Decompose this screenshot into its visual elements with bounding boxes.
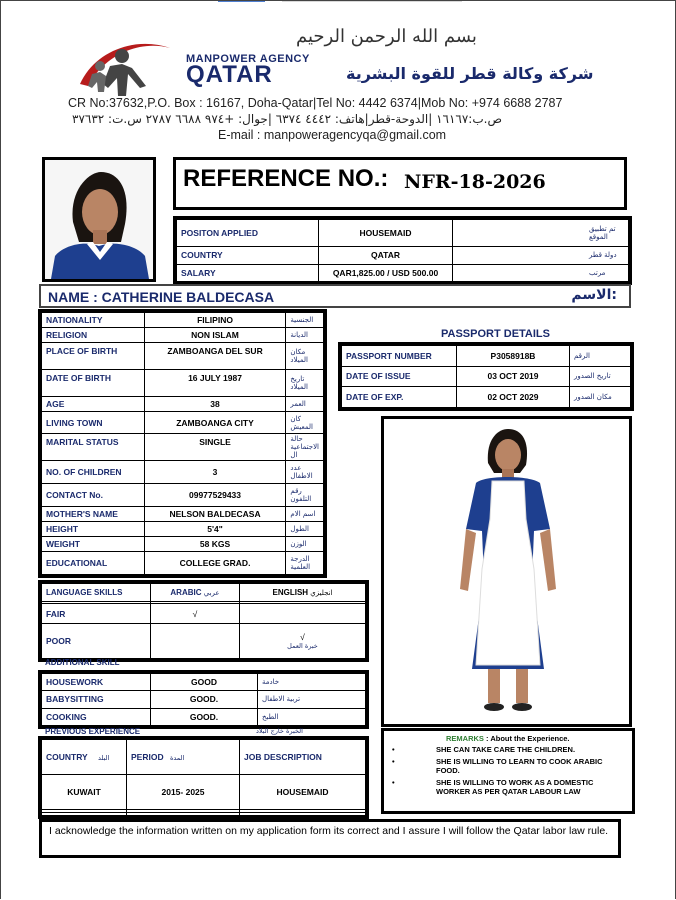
arabic-label: ARABIC (170, 588, 202, 598)
table-cell: P3058918B (457, 346, 570, 367)
table-row (42, 624, 366, 659)
table-cell: الطول (286, 522, 324, 537)
position-table-box (173, 216, 632, 285)
table-row (342, 346, 631, 367)
remarks-title (446, 734, 570, 743)
table-cell: عدد الاطفال (286, 461, 324, 484)
table-cell: 02 OCT 2029 (457, 387, 570, 408)
table-cell: LIVING TOWN (42, 411, 145, 434)
work-experience-ar: خبرة العمل (287, 642, 318, 651)
english-label: ENGLISH (272, 588, 309, 598)
reference-number: NFR-18-2026 (404, 171, 546, 193)
table-cell: NELSON BALDECASA (144, 507, 286, 522)
language-title: LANGUAGE SKILLS (42, 584, 151, 602)
table-cell: MOTHER'S NAME (42, 507, 145, 522)
table-cell: GOOD (151, 674, 258, 691)
table-cell: DATE OF ISSUE (342, 366, 457, 387)
table-row (42, 484, 324, 507)
table-cell: PLACE OF BIRTH (42, 342, 145, 369)
table-cell: الطبخ (258, 708, 366, 725)
table-cell: الديانة (286, 327, 324, 342)
table-cell (42, 812, 127, 815)
contact-line-arabic: ص.ب:١٦١٦٧ |الدوحة-قطر|هاتف: ٤٤٤٢ ٦٣٧٤ |جوال: +٩٧٤ ٦٦٨٨ ٢٧٨٧ س.ت: ٣٧٦٣٢ (72, 112, 502, 126)
table-cell: الدرجة العلمية (286, 551, 324, 574)
table-cell: NON ISLAM (144, 327, 286, 342)
additional-skill-title: ADDITIONAL SKILL (45, 658, 120, 667)
table-cell (240, 624, 366, 659)
acknowledgement-box (39, 819, 621, 858)
table-cell: حالة الاجتماعية ال (286, 434, 324, 461)
table-row (42, 774, 366, 809)
table-cell: كان المعيش (286, 411, 324, 434)
remarks-label-rest: : About the Experience. (486, 734, 570, 743)
reference-label: REFERENCE NO.: (183, 165, 389, 192)
email-line: E-mail : manpoweragencyqa@gmail.com (218, 128, 447, 142)
additional-skill-table (41, 673, 366, 726)
table-row (42, 507, 324, 522)
table-cell: BABYSITTING (42, 691, 151, 708)
table-cell: WEIGHT (42, 537, 145, 552)
table-row (42, 740, 366, 775)
table-cell: COLLEGE GRAD. (144, 551, 286, 574)
agency-line: MANPOWER AGENCY (186, 53, 310, 65)
table-row (42, 584, 366, 602)
experience-box (38, 736, 369, 819)
table-row (42, 313, 324, 328)
table-cell: الوزن (286, 537, 324, 552)
portrait-photo (42, 157, 156, 282)
table-cell: DATE OF EXP. (342, 387, 457, 408)
table-cell: ZAMBOANGA CITY (144, 411, 286, 434)
table-cell: العمر (286, 396, 324, 411)
experience-table (41, 739, 366, 816)
language-table (41, 583, 366, 659)
table-row (42, 342, 324, 369)
list-item: • SHE IS WILLING TO LEARN TO COOK ARABIC FOOD. (392, 757, 626, 775)
table-cell: تم تطبيق الموقع (453, 220, 629, 247)
name-bar (39, 284, 631, 308)
table-row (177, 220, 629, 247)
table-cell: FAIR (42, 604, 151, 624)
table-cell: الجنسية (286, 313, 324, 328)
table-cell: AGE (42, 396, 145, 411)
table-cell: GOOD. (151, 691, 258, 708)
name-label-arabic: الاسم: (571, 287, 617, 303)
table-cell: تاريخ الصدور (570, 366, 631, 387)
full-body-photo (381, 416, 632, 727)
table-cell: POOR (42, 624, 151, 659)
table-cell: SINGLE (144, 434, 286, 461)
table-row (42, 461, 324, 484)
table-row (42, 691, 366, 708)
table-row (42, 396, 324, 411)
language-skills-box (38, 580, 369, 662)
table-cell: ZAMBOANGA DEL SUR (144, 342, 286, 369)
agency-logo-icon (70, 26, 176, 100)
previous-experience-title-ar: الخبرة خارج البلاد (256, 727, 303, 735)
table-cell: مرتب (453, 264, 629, 282)
table-cell: NATIONALITY (42, 313, 145, 328)
table-cell: خادمة (258, 674, 366, 691)
table-cell (151, 624, 240, 659)
period-header-label: PERIOD (131, 751, 164, 762)
poor-english-check: √ (300, 632, 305, 643)
table-row (42, 674, 366, 691)
table-row (42, 327, 324, 342)
arabic-label-ar: عربي (203, 589, 220, 598)
table-cell: 3 (144, 461, 286, 484)
table-cell: 16 JULY 1987 (144, 369, 286, 396)
remarks-list (392, 745, 626, 799)
table-row (42, 708, 366, 725)
table-row (42, 411, 324, 434)
remarks-label: REMARKS (446, 734, 484, 743)
table-cell: دولة قطر (453, 247, 629, 264)
table-cell: MARITAL STATUS (42, 434, 145, 461)
personal-details-table (41, 312, 324, 575)
reference-box (173, 157, 627, 210)
table-cell: رقم التلفون (286, 484, 324, 507)
table-cell: GOOD. (151, 708, 258, 725)
table-cell: FILIPINO (144, 313, 286, 328)
table-cell: √ (151, 604, 240, 624)
table-cell: الرقم (570, 346, 631, 367)
period-header (127, 740, 240, 775)
personal-details-box (38, 309, 327, 578)
table-cell (127, 812, 240, 815)
table-cell: HOUSEMAID (240, 774, 366, 809)
table-cell: تاريخ الميلاد (286, 369, 324, 396)
table-row (42, 522, 324, 537)
additional-skill-box (38, 670, 369, 729)
table-cell: EDUCATIONAL (42, 551, 145, 574)
country-header-ar: البلد (97, 753, 110, 762)
passport-title: PASSPORT DETAILS (441, 328, 550, 340)
job-header: JOB DESCRIPTION (240, 740, 366, 775)
country-header-label: COUNTRY (46, 751, 88, 762)
table-cell: COOKING (42, 708, 151, 725)
list-item: • SHE IS WILLING TO WORK AS A DOMESTIC WORKER AS PER QATAR LABOUR LAW (392, 778, 626, 796)
applicant-name: NAME : CATHERINE BALDECASA (48, 289, 275, 305)
table-cell: مكان الصدور (570, 387, 631, 408)
bismillah-text: بسم الله الرحمن الرحيم (296, 26, 477, 47)
table-row (42, 369, 324, 396)
agency-name-arabic: شركة وكالة قطر للقوة البشرية (346, 64, 594, 83)
english-label-ar: انجليزي (310, 589, 333, 598)
table-cell: 38 (144, 396, 286, 411)
table-cell: SALARY (177, 264, 319, 282)
table-cell: HEIGHT (42, 522, 145, 537)
table-row (42, 434, 324, 461)
table-cell: QAR1,825.00 / USD 500.00 (319, 264, 453, 282)
table-cell: HOUSEMAID (319, 220, 453, 247)
table-cell: KUWAIT (42, 774, 127, 809)
list-item: • SHE CAN TAKE CARE THE CHILDREN. (392, 745, 626, 754)
table-cell: 03 OCT 2019 (457, 366, 570, 387)
table-row (342, 387, 631, 408)
table-row (42, 537, 324, 552)
table-cell (240, 604, 366, 624)
arabic-header (151, 584, 240, 602)
table-cell: مكان الميلاد (286, 342, 324, 369)
period-header-ar: المدة (169, 753, 185, 762)
table-cell: DATE OF BIRTH (42, 369, 145, 396)
acknowledgement-text: I acknowledge the information written on my application form its correct and I assure I will follow the Qatar labor law rule. (49, 825, 609, 837)
table-row (177, 247, 629, 264)
passport-box (338, 342, 634, 411)
table-cell: NO. OF CHILDREN (42, 461, 145, 484)
contact-line: CR No:37632,P.O. Box : 16167, Doha-Qatar|Tel No: 4442 6374|Mob No: +974 6688 2787 (68, 96, 563, 110)
table-cell: HOUSEWORK (42, 674, 151, 691)
table-row (42, 812, 366, 815)
table-cell: RELIGION (42, 327, 145, 342)
previous-experience-title: PREVIOUS EXPERIENCE (45, 727, 141, 736)
table-cell: 09977529433 (144, 484, 286, 507)
english-header (240, 584, 366, 602)
table-cell: تربية الاطفال (258, 691, 366, 708)
remarks-box (381, 728, 635, 814)
table-cell: QATAR (319, 247, 453, 264)
table-cell: CONTACT No. (42, 484, 145, 507)
table-cell: 2015- 2025 (127, 774, 240, 809)
table-row (42, 604, 366, 624)
table-cell: اسم الام (286, 507, 324, 522)
passport-table (341, 345, 631, 408)
table-cell: 58 KGS (144, 537, 286, 552)
table-row (42, 551, 324, 574)
position-table (176, 219, 629, 282)
table-cell (240, 812, 366, 815)
table-cell: PASSPORT NUMBER (342, 346, 457, 367)
table-row (177, 264, 629, 282)
table-row (342, 366, 631, 387)
table-cell: 5'4" (144, 522, 286, 537)
agency-name: QATAR (186, 61, 273, 88)
table-cell: POSITON APPLIED (177, 220, 319, 247)
table-cell: COUNTRY (177, 247, 319, 264)
country-header (42, 740, 127, 775)
